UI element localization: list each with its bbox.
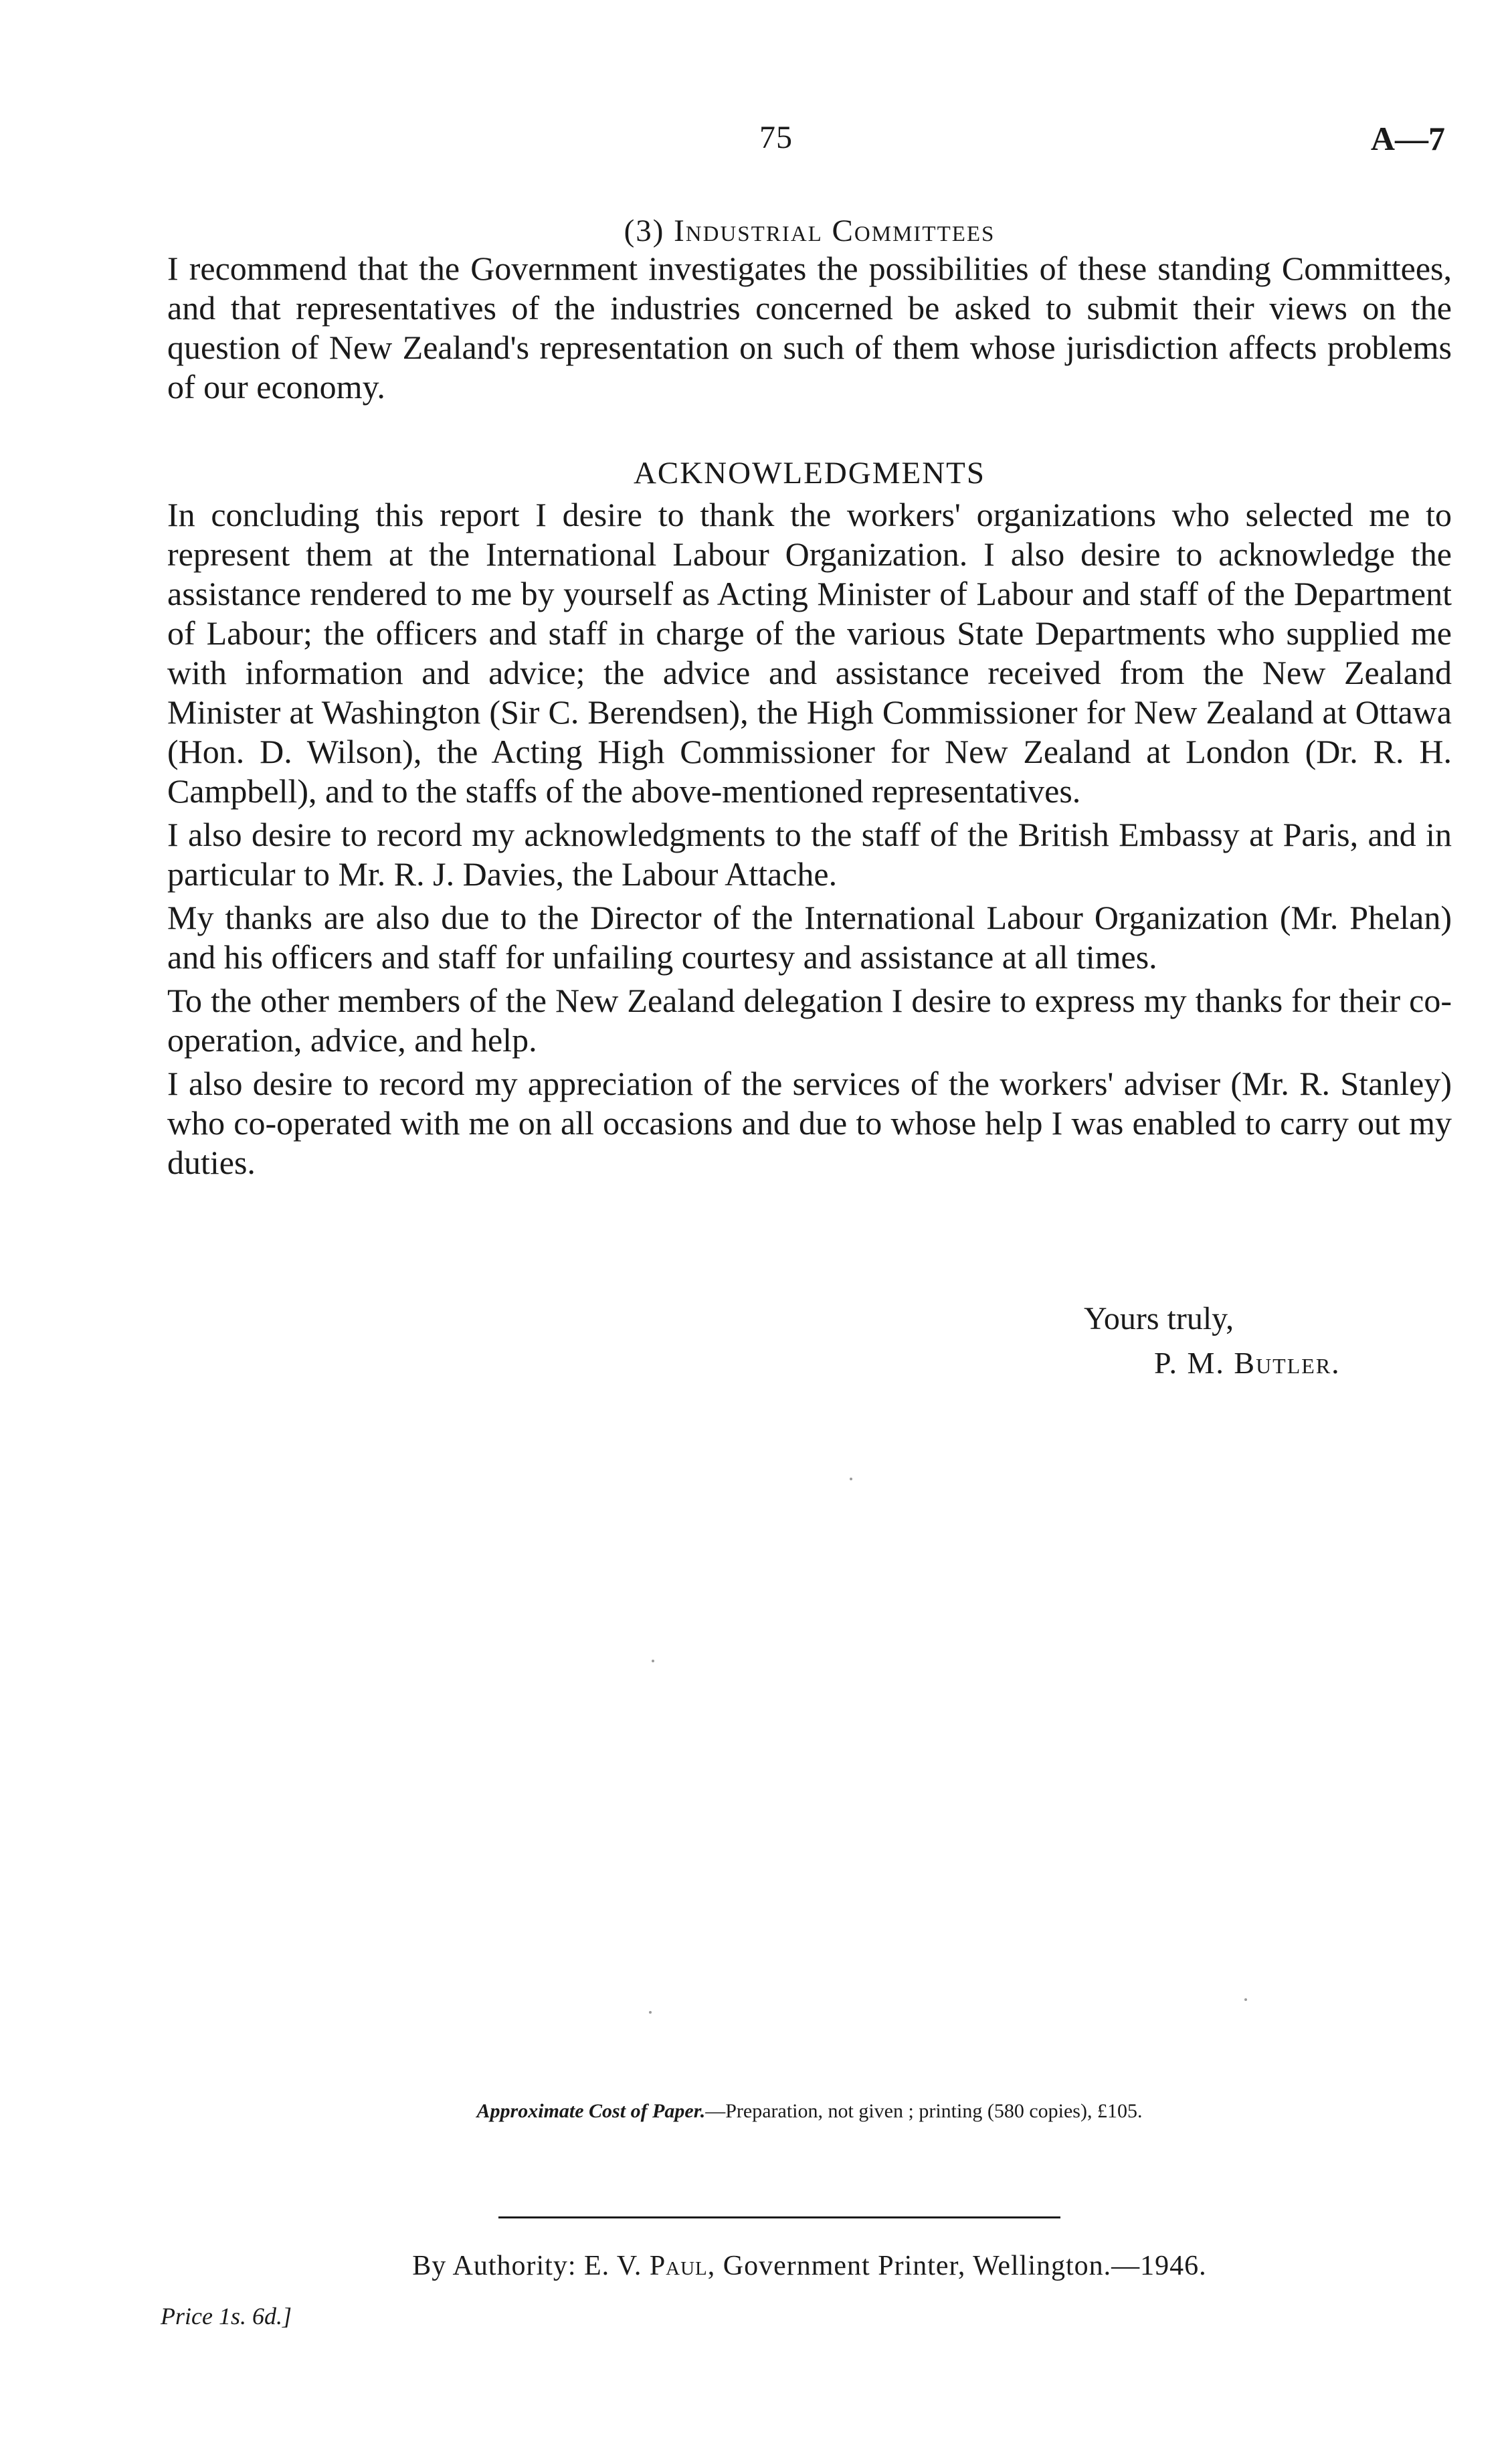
- print-speck: [850, 1478, 852, 1480]
- page-number: 75: [759, 120, 793, 155]
- authority-suffix: Government Printer, Wellington.—1946.: [723, 2251, 1207, 2281]
- industrial-committees-body: [167, 249, 1452, 411]
- price-note: Price 1s. 6d.]: [161, 2303, 292, 2330]
- acknowledgments-paragraph: To the other members of the New Zealand delegation I desire to express my thanks for their co-operation, advice, and help.: [167, 982, 1452, 1059]
- acknowledgments-paragraph: I also desire to record my appreciation of the services of the workers' adviser (Mr. R. Stanley) who co-operated with me on all occasions and due to whose help I was enabled to carry out my duties.: [167, 1065, 1452, 1181]
- signature: P. M. Butler.: [1154, 1346, 1341, 1380]
- section-heading-acknowledgments: ACKNOWLEDGMENTS: [633, 456, 986, 491]
- cost-details: —Preparation, not given ; printing (580 copies), £105.: [705, 2100, 1143, 2122]
- closing-salutation: Yours truly,: [1084, 1301, 1234, 1336]
- acknowledgments-paragraph: I also desire to record my acknowledgments to the staff of the British Embassy at Paris, and in particular to Mr. R. J. Davies, the Labour Attache.: [167, 816, 1452, 893]
- printer-authority-line: [167, 2250, 1452, 2282]
- printer-name: E. V. Paul,: [584, 2251, 716, 2281]
- acknowledgments-body: [167, 495, 1452, 1187]
- print-speck: [652, 1660, 654, 1662]
- print-speck: [1244, 1998, 1247, 2001]
- cost-of-paper-line: [167, 2100, 1452, 2123]
- document-code: A—7: [1370, 120, 1445, 157]
- acknowledgments-paragraph: In concluding this report I desire to thank the workers' organizations who selected me to represent them at the International Labour Organization. I also desire to acknowledge the assistance rendered to me by yourself as Acting Minister of Labour and staff of the Department of Labour; the officers and staff in charge of the various State Departments who supplied me with information and advice; the advice and assistance received from the New Zealand Minister at Washington (Sir C. Berendsen), the High Commissioner for New Zealand at Ottawa (Hon. D. Wilson), the Acting High Commissioner for New Zealand at London (Dr. R. H. Campbell), and to the staffs of the above-mentioned representatives.: [167, 496, 1452, 810]
- section-title: Industrial Committees: [674, 213, 996, 248]
- industrial-committees-paragraph: I recommend that the Government investigates the possibilities of these standing Committees, and that representatives of the industries concerned be asked to submit their views on the question of New Zealand's representation on such of them whose jurisdiction affects problems of our economy.: [167, 250, 1452, 406]
- cost-label: Approximate Cost of Paper.: [476, 2100, 706, 2122]
- print-speck: [649, 2011, 652, 2014]
- section-number: (3): [624, 213, 665, 248]
- footer-divider: [498, 2216, 1060, 2218]
- acknowledgments-paragraph: My thanks are also due to the Director of the International Labour Organization (Mr. Phelan) and his officers and staff for unfailing courtesy and assistance at all times.: [167, 899, 1452, 976]
- section-heading-industrial-committees: [167, 213, 1452, 249]
- authority-prefix: By Authority:: [412, 2251, 577, 2281]
